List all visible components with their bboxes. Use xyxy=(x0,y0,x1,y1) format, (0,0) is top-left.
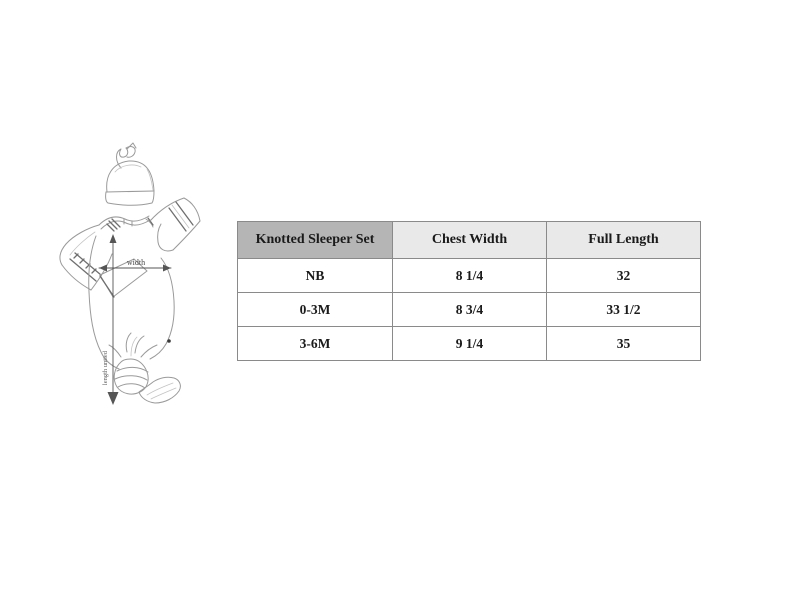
chest-width-cell: 9 1/4 xyxy=(393,327,547,361)
table-row-nb xyxy=(238,259,701,293)
full-length-cell: 35 xyxy=(547,327,701,361)
header-row xyxy=(238,222,701,259)
chest-width-cell: 8 1/4 xyxy=(393,259,547,293)
size-cell: 3-6M xyxy=(238,327,393,361)
length-label: length untied xyxy=(102,350,109,386)
column-header-full-length: Full Length xyxy=(547,222,701,259)
column-header-product: Knotted Sleeper Set xyxy=(238,222,393,259)
knotted-hat-drawing xyxy=(106,143,154,205)
size-cell: NB xyxy=(238,259,393,293)
size-cell: 0-3M xyxy=(238,293,393,327)
size-chart-table xyxy=(237,221,701,361)
table-row-0-3m xyxy=(238,293,701,327)
full-length-cell: 32 xyxy=(547,259,701,293)
chest-width-cell: 8 3/4 xyxy=(393,293,547,327)
knotted-gown-drawing xyxy=(60,198,200,403)
sleeper-measurement-diagram xyxy=(50,130,260,420)
seam-marker-dot xyxy=(167,339,171,343)
column-header-chest-width: Chest Width xyxy=(393,222,547,259)
width-label: width xyxy=(126,258,146,267)
table-row-3-6m xyxy=(238,327,701,361)
full-length-cell: 33 1/2 xyxy=(547,293,701,327)
